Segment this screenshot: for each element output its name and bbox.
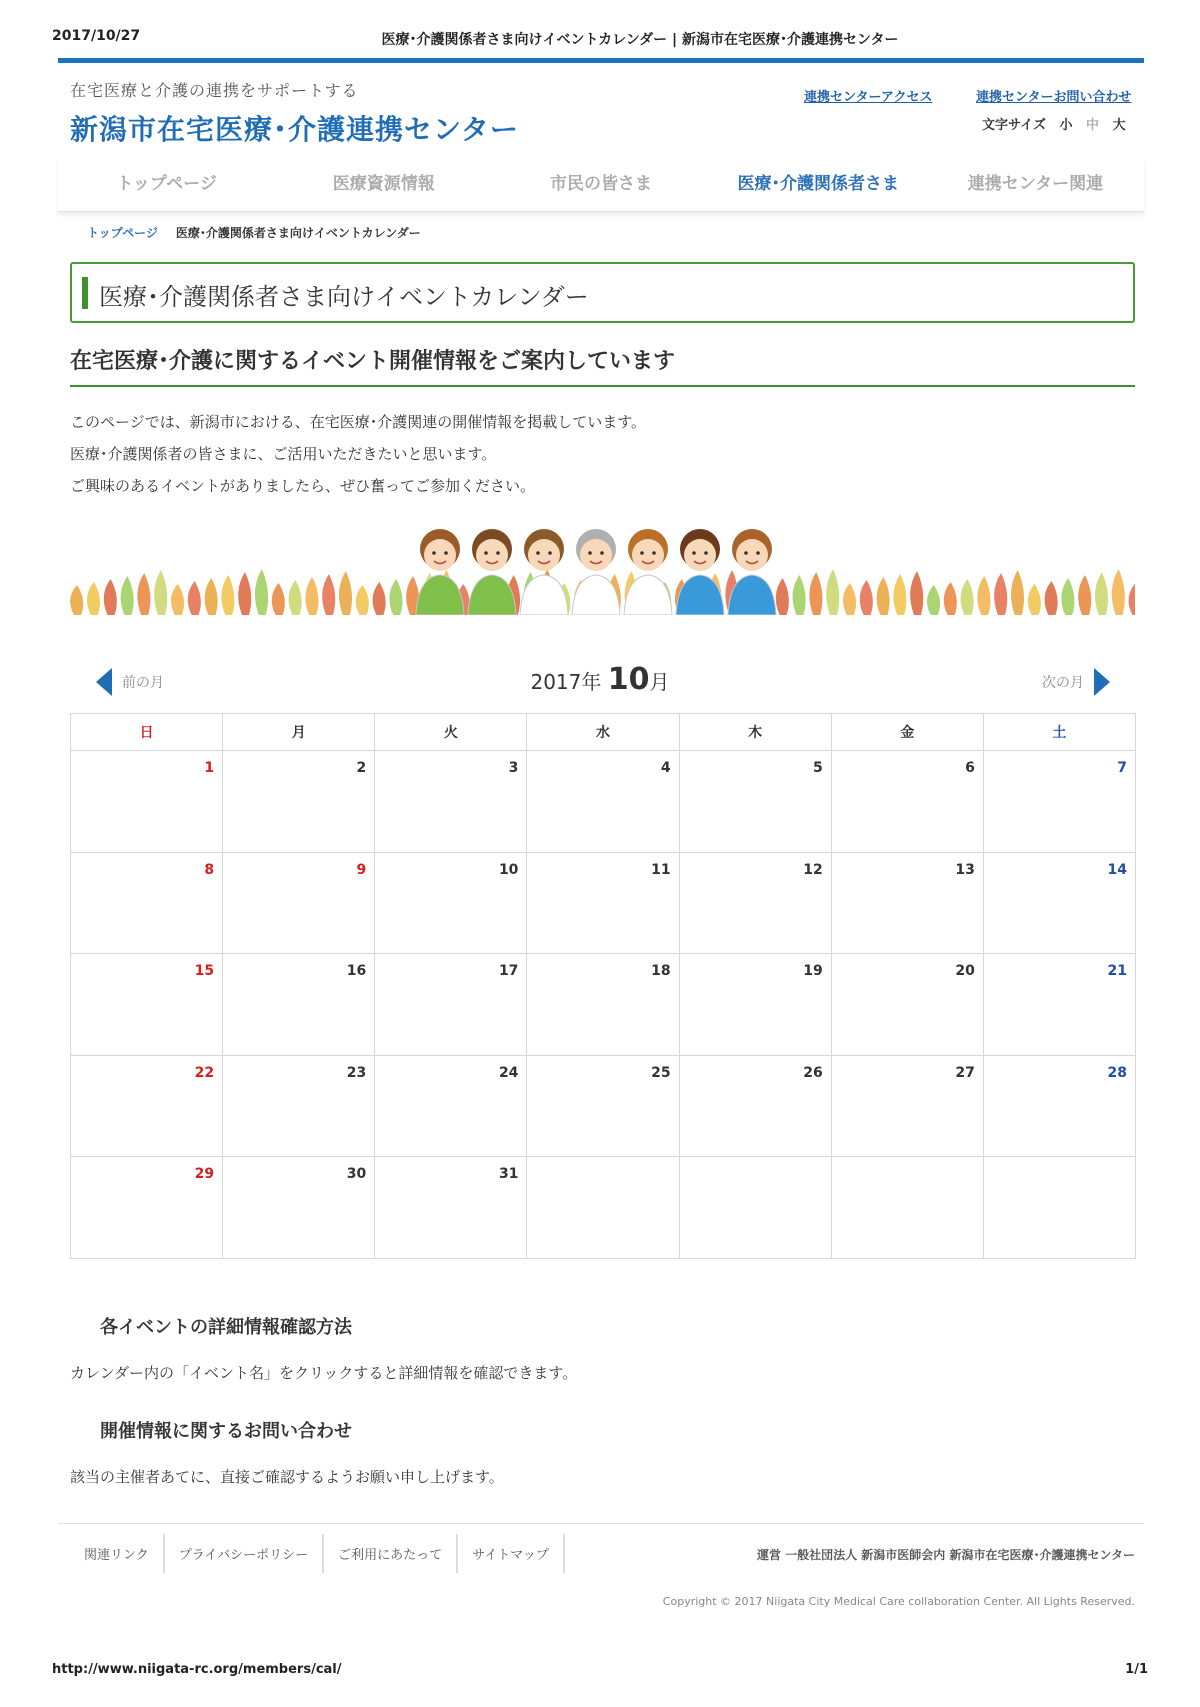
calendar-day-cell[interactable]: 29 bbox=[71, 1157, 223, 1259]
calendar-day-cell[interactable]: 14 bbox=[983, 852, 1135, 954]
next-month-label: 次の月 bbox=[1042, 675, 1084, 691]
arrow-right-icon bbox=[1094, 668, 1110, 696]
weekday-header: 水 bbox=[527, 714, 679, 751]
weekday-header: 火 bbox=[375, 714, 527, 751]
weekday-header: 月 bbox=[223, 714, 375, 751]
leaf-shape bbox=[809, 572, 822, 615]
nav-item-top[interactable]: トップページ bbox=[116, 174, 217, 194]
leaf-shape bbox=[356, 585, 369, 615]
footer-link-terms[interactable]: ご利用にあたって bbox=[324, 1534, 458, 1573]
event-calendar bbox=[70, 713, 1136, 1259]
calendar-day-cell[interactable]: 1 bbox=[71, 751, 223, 853]
leaf-shape bbox=[826, 569, 839, 615]
calendar-day-cell[interactable]: 25 bbox=[527, 1055, 679, 1157]
calendar-day-cell[interactable]: 16 bbox=[223, 954, 375, 1056]
intro-line: 医療･介護関係者の皆さまに、ご活用いただきたいと思います。 bbox=[70, 445, 497, 463]
leaf-shape bbox=[171, 584, 184, 615]
leaf-shape bbox=[1061, 578, 1074, 615]
weekday-header: 日 bbox=[71, 714, 223, 751]
font-size-label: 文字サイズ bbox=[982, 118, 1046, 133]
calendar-day-cell[interactable]: 11 bbox=[527, 852, 679, 954]
nav-item-citizens[interactable]: 市民の皆さま bbox=[550, 174, 652, 194]
prev-month-label: 前の月 bbox=[122, 675, 164, 691]
calendar-empty-cell bbox=[831, 1157, 983, 1259]
leaf-shape bbox=[70, 585, 83, 615]
intro-line: ご興味のあるイベントがありましたら、ぜひ奮ってご参加ください。 bbox=[70, 477, 536, 495]
leaf-shape bbox=[154, 570, 167, 615]
copyright: Copyright © 2017 Niigata City Medical Care collaboration Center. All Lights Reserved. bbox=[662, 1595, 1135, 1608]
calendar-week-row bbox=[71, 954, 1136, 1056]
calendar-day-cell[interactable]: 21 bbox=[983, 954, 1135, 1056]
print-title: 医療･介護関係者さま向けイベントカレンダー | 新潟市在宅医療･介護連携センター bbox=[381, 32, 899, 48]
intro-line: このページでは、新潟市における、在宅医療･介護関連の開催情報を掲載しています。 bbox=[70, 413, 647, 431]
footer-links bbox=[70, 1534, 565, 1573]
person-figure bbox=[676, 529, 724, 615]
leaf-shape bbox=[793, 575, 806, 615]
leaf-shape bbox=[221, 575, 234, 615]
nav-item-medical-resources[interactable]: 医療資源情報 bbox=[332, 174, 435, 194]
weekday-header: 土 bbox=[983, 714, 1135, 751]
leaf-shape bbox=[272, 583, 285, 615]
calendar-empty-cell bbox=[983, 1157, 1135, 1259]
leaf-shape bbox=[1028, 584, 1041, 615]
main-nav bbox=[58, 156, 1144, 212]
calendar-day-cell[interactable]: 15 bbox=[71, 954, 223, 1056]
print-url: http://www.niigata-rc.org/members/cal/ bbox=[52, 1662, 342, 1677]
section-subheading: 在宅医療･介護に関するイベント開催情報をご案内しています bbox=[70, 344, 1135, 387]
leaf-shape bbox=[255, 569, 268, 615]
leaf-shape bbox=[137, 573, 150, 615]
weekday-header-row bbox=[71, 714, 1136, 751]
calendar-day-cell[interactable]: 12 bbox=[679, 852, 831, 954]
font-size-small-button[interactable]: 小 bbox=[1059, 118, 1073, 133]
staff-illustration-banner bbox=[70, 515, 1135, 615]
calendar-day-cell[interactable]: 20 bbox=[831, 954, 983, 1056]
calendar-day-cell[interactable]: 4 bbox=[527, 751, 679, 853]
leaf-shape bbox=[305, 577, 318, 615]
person-figure bbox=[520, 529, 568, 615]
calendar-day-cell[interactable]: 8 bbox=[71, 852, 223, 954]
calendar-day-cell[interactable]: 18 bbox=[527, 954, 679, 1056]
footer-link-privacy[interactable]: プライバシーポリシー bbox=[165, 1534, 324, 1573]
calendar-day-cell[interactable]: 3 bbox=[375, 751, 527, 853]
leaf-shape bbox=[373, 582, 386, 615]
calendar-day-cell[interactable]: 31 bbox=[375, 1157, 527, 1259]
leaf-shape bbox=[893, 574, 906, 615]
detail-info-heading: 各イベントの詳細情報確認方法 bbox=[100, 1317, 352, 1338]
calendar-day-cell[interactable]: 22 bbox=[71, 1055, 223, 1157]
page-title-box bbox=[70, 262, 1135, 323]
leaf-shape bbox=[121, 576, 134, 615]
intro-text bbox=[70, 406, 646, 502]
calendar-day-cell[interactable]: 27 bbox=[831, 1055, 983, 1157]
calendar-day-cell[interactable]: 17 bbox=[375, 954, 527, 1056]
leaf-shape bbox=[843, 583, 856, 615]
nav-item-center-related[interactable]: 連携センター関連 bbox=[967, 174, 1104, 194]
calendar-month-title bbox=[0, 662, 1200, 697]
calendar-empty-cell bbox=[527, 1157, 679, 1259]
calendar-day-cell[interactable]: 2 bbox=[223, 751, 375, 853]
calendar-day-cell[interactable]: 28 bbox=[983, 1055, 1135, 1157]
leaf-shape bbox=[1011, 570, 1024, 615]
calendar-day-cell[interactable]: 13 bbox=[831, 852, 983, 954]
center-contact-link[interactable]: 連携センターお問い合わせ bbox=[976, 90, 1132, 105]
calendar-empty-cell bbox=[679, 1157, 831, 1259]
leaf-shape bbox=[389, 579, 402, 615]
page-title: 医療･介護関係者さま向けイベントカレンダー bbox=[99, 283, 589, 311]
calendar-month-suffix: 月 bbox=[649, 670, 670, 694]
font-size-medium-button[interactable]: 中 bbox=[1086, 118, 1100, 133]
person-figure bbox=[468, 529, 516, 615]
leaf-shape bbox=[289, 580, 302, 615]
leaf-shape bbox=[994, 573, 1007, 615]
calendar-day-cell[interactable]: 5 bbox=[679, 751, 831, 853]
leaf-shape bbox=[877, 577, 890, 615]
leaf-shape bbox=[1045, 581, 1058, 615]
breadcrumb bbox=[87, 224, 421, 241]
title-accent-bar bbox=[82, 277, 88, 309]
calendar-day-cell[interactable]: 26 bbox=[679, 1055, 831, 1157]
leaf-shape bbox=[205, 578, 218, 615]
weekday-header: 金 bbox=[831, 714, 983, 751]
leaf-shape bbox=[238, 572, 251, 615]
calendar-week-row bbox=[71, 852, 1136, 954]
leaf-shape bbox=[910, 571, 923, 615]
breadcrumb-current: 医療･介護関係者さま向けイベントカレンダー bbox=[175, 226, 421, 240]
weekday-header: 木 bbox=[679, 714, 831, 751]
calendar-week-row bbox=[71, 751, 1136, 853]
person-figure bbox=[416, 529, 464, 615]
font-size-large-button[interactable]: 大 bbox=[1112, 118, 1126, 133]
site-logo-title[interactable]: 新潟市在宅医療･介護連携センター bbox=[70, 113, 519, 146]
footer-operator: 運営 一般社団法人 新潟市医師会内 新潟市在宅医療･介護連携センター bbox=[756, 1548, 1135, 1562]
leaf-shape bbox=[776, 578, 789, 615]
calendar-day-cell[interactable]: 7 bbox=[983, 751, 1135, 853]
calendar-day-cell[interactable]: 23 bbox=[223, 1055, 375, 1157]
footer-link-related[interactable]: 関連リンク bbox=[70, 1534, 165, 1573]
person-figure bbox=[728, 529, 776, 615]
center-access-link[interactable]: 連携センターアクセス bbox=[804, 90, 933, 105]
contact-info-text: 該当の主催者あてに、直接ご確認するようお願い申し上げます。 bbox=[70, 1468, 504, 1486]
people-group bbox=[416, 529, 776, 615]
calendar-day-cell[interactable]: 6 bbox=[831, 751, 983, 853]
leaf-shape bbox=[927, 585, 940, 615]
contact-info-heading: 開催情報に関するお問い合わせ bbox=[100, 1421, 352, 1442]
leaf-shape bbox=[961, 579, 974, 615]
calendar-day-cell[interactable]: 19 bbox=[679, 954, 831, 1056]
leaf-shape bbox=[188, 581, 201, 615]
top-accent-bar bbox=[58, 58, 1144, 63]
leaf-shape bbox=[1095, 572, 1108, 615]
leaf-shape bbox=[339, 571, 352, 615]
calendar-year: 2017年 bbox=[530, 670, 602, 694]
leaf-shape bbox=[322, 574, 335, 615]
leaf-shape bbox=[860, 580, 873, 615]
print-page-number: 1/1 bbox=[1125, 1662, 1148, 1677]
calendar-day-cell[interactable]: 30 bbox=[223, 1157, 375, 1259]
site-tagline: 在宅医療と介護の連携をサポートする bbox=[70, 81, 359, 100]
leaf-shape bbox=[1078, 575, 1091, 615]
calendar-day-cell[interactable]: 24 bbox=[375, 1055, 527, 1157]
print-date: 2017/10/27 bbox=[52, 28, 141, 44]
footer-link-sitemap[interactable]: サイトマップ bbox=[458, 1534, 565, 1573]
leaf-shape bbox=[87, 582, 100, 615]
leaf-shape bbox=[104, 579, 117, 615]
footer-divider bbox=[58, 1523, 1144, 1524]
nav-item-professionals[interactable]: 医療･介護関係者さま bbox=[737, 174, 899, 194]
calendar-month-number: 10 bbox=[607, 662, 650, 697]
breadcrumb-home-link[interactable]: トップページ bbox=[87, 226, 158, 240]
calendar-day-cell[interactable]: 10 bbox=[375, 852, 527, 954]
next-month-button[interactable] bbox=[1042, 668, 1110, 696]
font-size-switcher bbox=[982, 114, 1126, 133]
leaf-shape bbox=[1112, 569, 1125, 615]
leaf-shape bbox=[977, 576, 990, 615]
person-figure bbox=[572, 529, 620, 615]
calendar-day-cell[interactable]: 9 bbox=[223, 852, 375, 954]
calendar-week-row bbox=[71, 1157, 1136, 1259]
leaf-shape bbox=[944, 582, 957, 615]
detail-info-text: カレンダー内の「イベント名」をクリックすると詳細情報を確認できます。 bbox=[70, 1364, 578, 1382]
calendar-week-row bbox=[71, 1055, 1136, 1157]
leaf-shape bbox=[1129, 583, 1135, 615]
